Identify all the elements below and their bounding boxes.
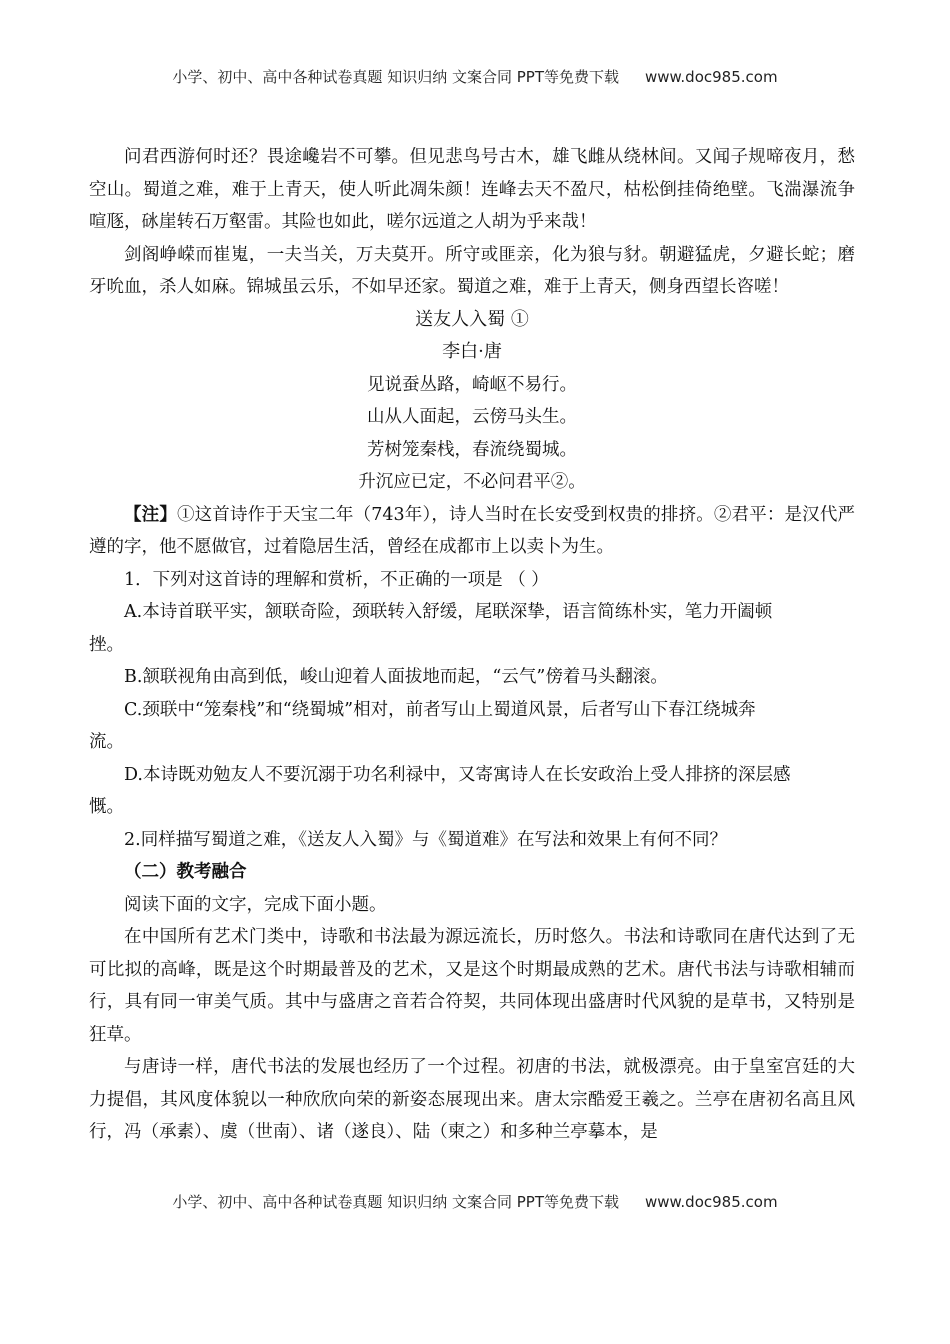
section-2-heading: （二）教考融合 xyxy=(124,862,247,882)
section-2-paragraph-2: 与唐诗一样，唐代书法的发展也经历了一个过程。初唐的书法，就极漂亮。由于皇室宫廷的大力提倡，其风度体貌以一种欣欣向荣的新姿态展现出来。唐太宗酷爱王羲之。兰亭在唐初名高且风行，冯（承素）、虞（世南）、诸（遂良）、陆（柬之）和多种兰亭摹本，是 xyxy=(89,1057,855,1142)
question-1: 1．下列对这首诗的理解和赏析，不正确的一项是 （ ） xyxy=(124,569,549,590)
footer-text: 小学、初中、高中各种试卷真题 知识归纳 文案合同 PPT等免费下载 xyxy=(172,1193,619,1211)
poem-title: 送友人入蜀 ① xyxy=(415,308,529,330)
option-a-line-1: A.本诗首联平实，颔联奇险，颈联转入舒缓，尾联深挚，语言简练朴实，笔力开阖顿 xyxy=(124,602,773,622)
note-mark: 【注】 xyxy=(124,504,177,525)
footer-site-link[interactable]: www.doc985.com xyxy=(644,1193,778,1211)
document-body xyxy=(89,141,855,1149)
poem-note xyxy=(89,499,855,564)
question-2: 2.同样描写蜀道之难，《送友人入蜀》与《蜀道难》在写法和效果上有何不同？ xyxy=(124,829,727,850)
note-text: ①这首诗作于天宝二年（743年），诗人当时在长安受到权贵的排挤。②君平：是汉代严遵的字，他不愿做官，过着隐居生活，曾经在成都市上以卖卜为生。 xyxy=(89,504,856,557)
option-b: B.颔联视角由高到低，峻山迎着人面拔地而起，“云气”傍着马头翻滚。 xyxy=(124,667,668,687)
page-header xyxy=(0,66,950,87)
option-d-line-2: 慨。 xyxy=(89,797,124,817)
option-c-line-1: C.颈联中“笼秦栈”和“绕蜀城”相对，前者写山上蜀道风景，后者写山下春江绕城奔 xyxy=(124,699,756,720)
passage-paragraph-2: 剑阁峥嵘而崔嵬，一夫当关，万夫莫开。所守或匪亲，化为狼与豺。朝避猛虎，夕避长蛇；磨牙吮血，杀人如麻。锦城虽云乐，不如早还家。蜀道之难，难于上青天，侧身西望长咨嗟！ xyxy=(89,244,855,297)
section-2-paragraph-1: 在中国所有艺术门类中，诗歌和书法最为源远流长，历时悠久。书法和诗歌同在唐代达到了无可比拟的高峰，既是这个时期最普及的艺术，又是这个时期最成熟的艺术。唐代书法与诗歌相辅而行，具有同一审美气质。其中与盛唐之音若合符契，共同体现出盛唐时代风貌的是草书，又特别是狂草。 xyxy=(89,927,855,1045)
poem-author: 李白·唐 xyxy=(442,341,502,362)
poem-line-4: 升沉应已定，不必问君平②。 xyxy=(358,472,586,492)
header-site-link[interactable]: www.doc985.com xyxy=(644,68,778,86)
page-footer xyxy=(0,1191,950,1212)
option-a-line-2: 挫。 xyxy=(89,634,124,655)
poem-line-2: 山从人面起，云傍马头生。 xyxy=(367,407,577,427)
option-c-line-2: 流。 xyxy=(89,732,124,752)
option-d-line-1: D.本诗既劝勉友人不要沉溺于功名利禄中，又寄寓诗人在长安政治上受人排挤的深层感 xyxy=(124,764,791,785)
section-2-instruction: 阅读下面的文字，完成下面小题。 xyxy=(124,894,387,915)
header-text: 小学、初中、高中各种试卷真题 知识归纳 文案合同 PPT等免费下载 xyxy=(172,68,619,86)
poem-line-3: 芳树笼秦栈，春流绕蜀城。 xyxy=(367,439,577,460)
passage-paragraph-1: 问君西游何时还？畏途巉岩不可攀。但见悲鸟号古木，雄飞雌从绕林间。又闻子规啼夜月，愁空山。蜀道之难，难于上青天，使人听此凋朱颜！连峰去天不盈尺，枯松倒挂倚绝壁。飞湍瀑流争喧豗，砯崖转石万壑雷。其险也如此，嗟尔远道之人胡为乎来哉！ xyxy=(89,147,855,232)
poem-line-1: 见说蚕丛路，崎岖不易行。 xyxy=(367,374,577,395)
